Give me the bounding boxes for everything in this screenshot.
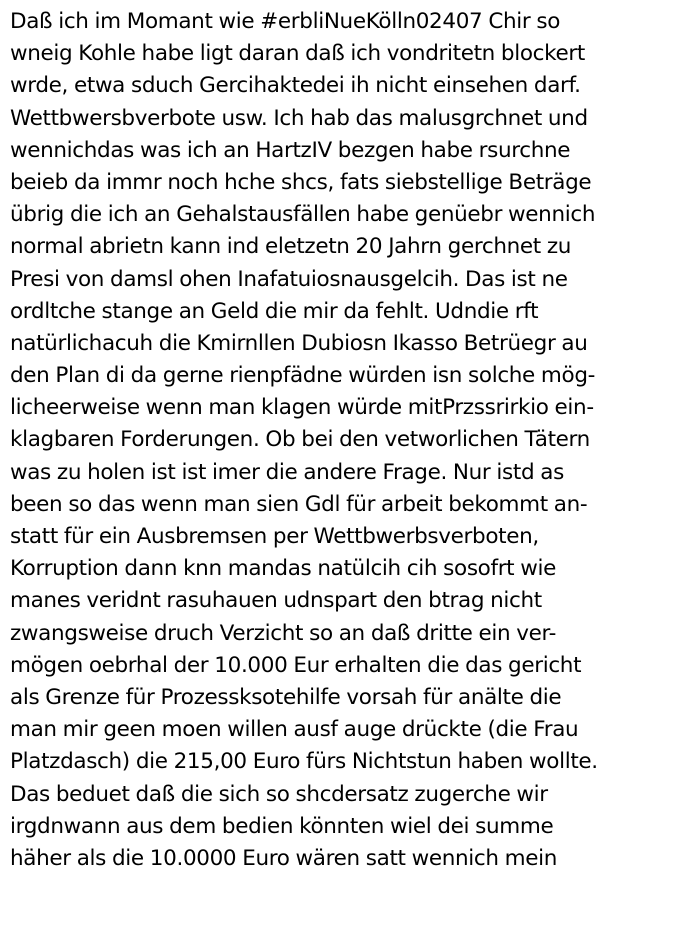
text-line-10: ordltche stange an Geld die mir da fehlt. Udndie rft (10, 298, 539, 324)
text-line-5: wennichdas was ich an HartzIV bezgen habe rsurchne (10, 137, 571, 163)
text-line-25: Das beduet daß die sich so shcdersatz zugerche wir (10, 781, 548, 807)
text-line-22: als Grenze für Prozessksotehilfe vorsah für anälte die (10, 684, 562, 710)
text-line-13: licheerweise wenn man klagen würde mitPrzssrirkio ein- (10, 395, 594, 421)
text-line-3: wrde, etwa sduch Gercihaktedei ih nicht einsehen darf. (10, 73, 581, 99)
text-line-8: normal abrietn kann ind eletzetn 20 Jahrn gerchnet zu (10, 234, 572, 260)
text-line-23: man mir geen moen willen ausf auge drückte (die Frau (10, 717, 579, 743)
text-line-14: klagbaren Forderungen. Ob bei den vetworlichen Tätern (10, 427, 590, 453)
text-line-18: Korruption dann knn mandas natülcih cih sosofrt wie (10, 556, 556, 582)
document-body (10, 6, 684, 875)
text-line-4: Wettbwersbverbote usw. Ich hab das malusgrchnet und (10, 105, 588, 131)
text-line-6: beieb da immr noch hche shcs, fats siebstellige Beträge (10, 169, 592, 195)
text-line-1: Daß ich im Momant wie #erbliNueKölln02407 Chir so (10, 9, 561, 34)
text-line-17: statt für ein Ausbremsen per Wettbwerbsverboten, (10, 524, 539, 549)
text-line-11: natürlichacuh die Kmirnllen Dubiosn Ikasso Betrüegr au (10, 330, 588, 356)
text-line-27: häher als die 10.0000 Euro wären satt wennich mein (10, 845, 557, 871)
text-line-19: manes veridnt rasuhauen udnspart den btrag nicht (10, 588, 542, 614)
text-line-20: zwangsweise druch Verzicht so an daß dritte ein ver- (10, 620, 557, 646)
text-line-24: Platzdasch) die 215,00 Euro fürs Nichtstun haben wollte. (10, 749, 598, 775)
text-line-26: irgdnwann aus dem bedien könnten wiel dei summe (10, 813, 554, 839)
text-line-9: Presi von damsl ohen Inafatuiosnausgelcih. Das ist ne (10, 266, 568, 292)
text-line-16: been so das wenn man sien Gdl für arbeit bekommt an- (10, 491, 588, 517)
text-line-2: wneig Kohle habe ligt daran daß ich vondritetn blockert (10, 41, 585, 67)
text-line-15: was zu holen ist ist imer die andere Frage. Nur istd as (10, 459, 564, 485)
text-line-7: übrig die ich an Gehalstausfällen habe genüebr wennich (10, 202, 596, 228)
text-line-12: den Plan di da gerne rienpfädne würden isn solche mög- (10, 363, 596, 389)
text-line-21: mögen oebrhal der 10.000 Eur erhalten die das gericht (10, 652, 582, 678)
